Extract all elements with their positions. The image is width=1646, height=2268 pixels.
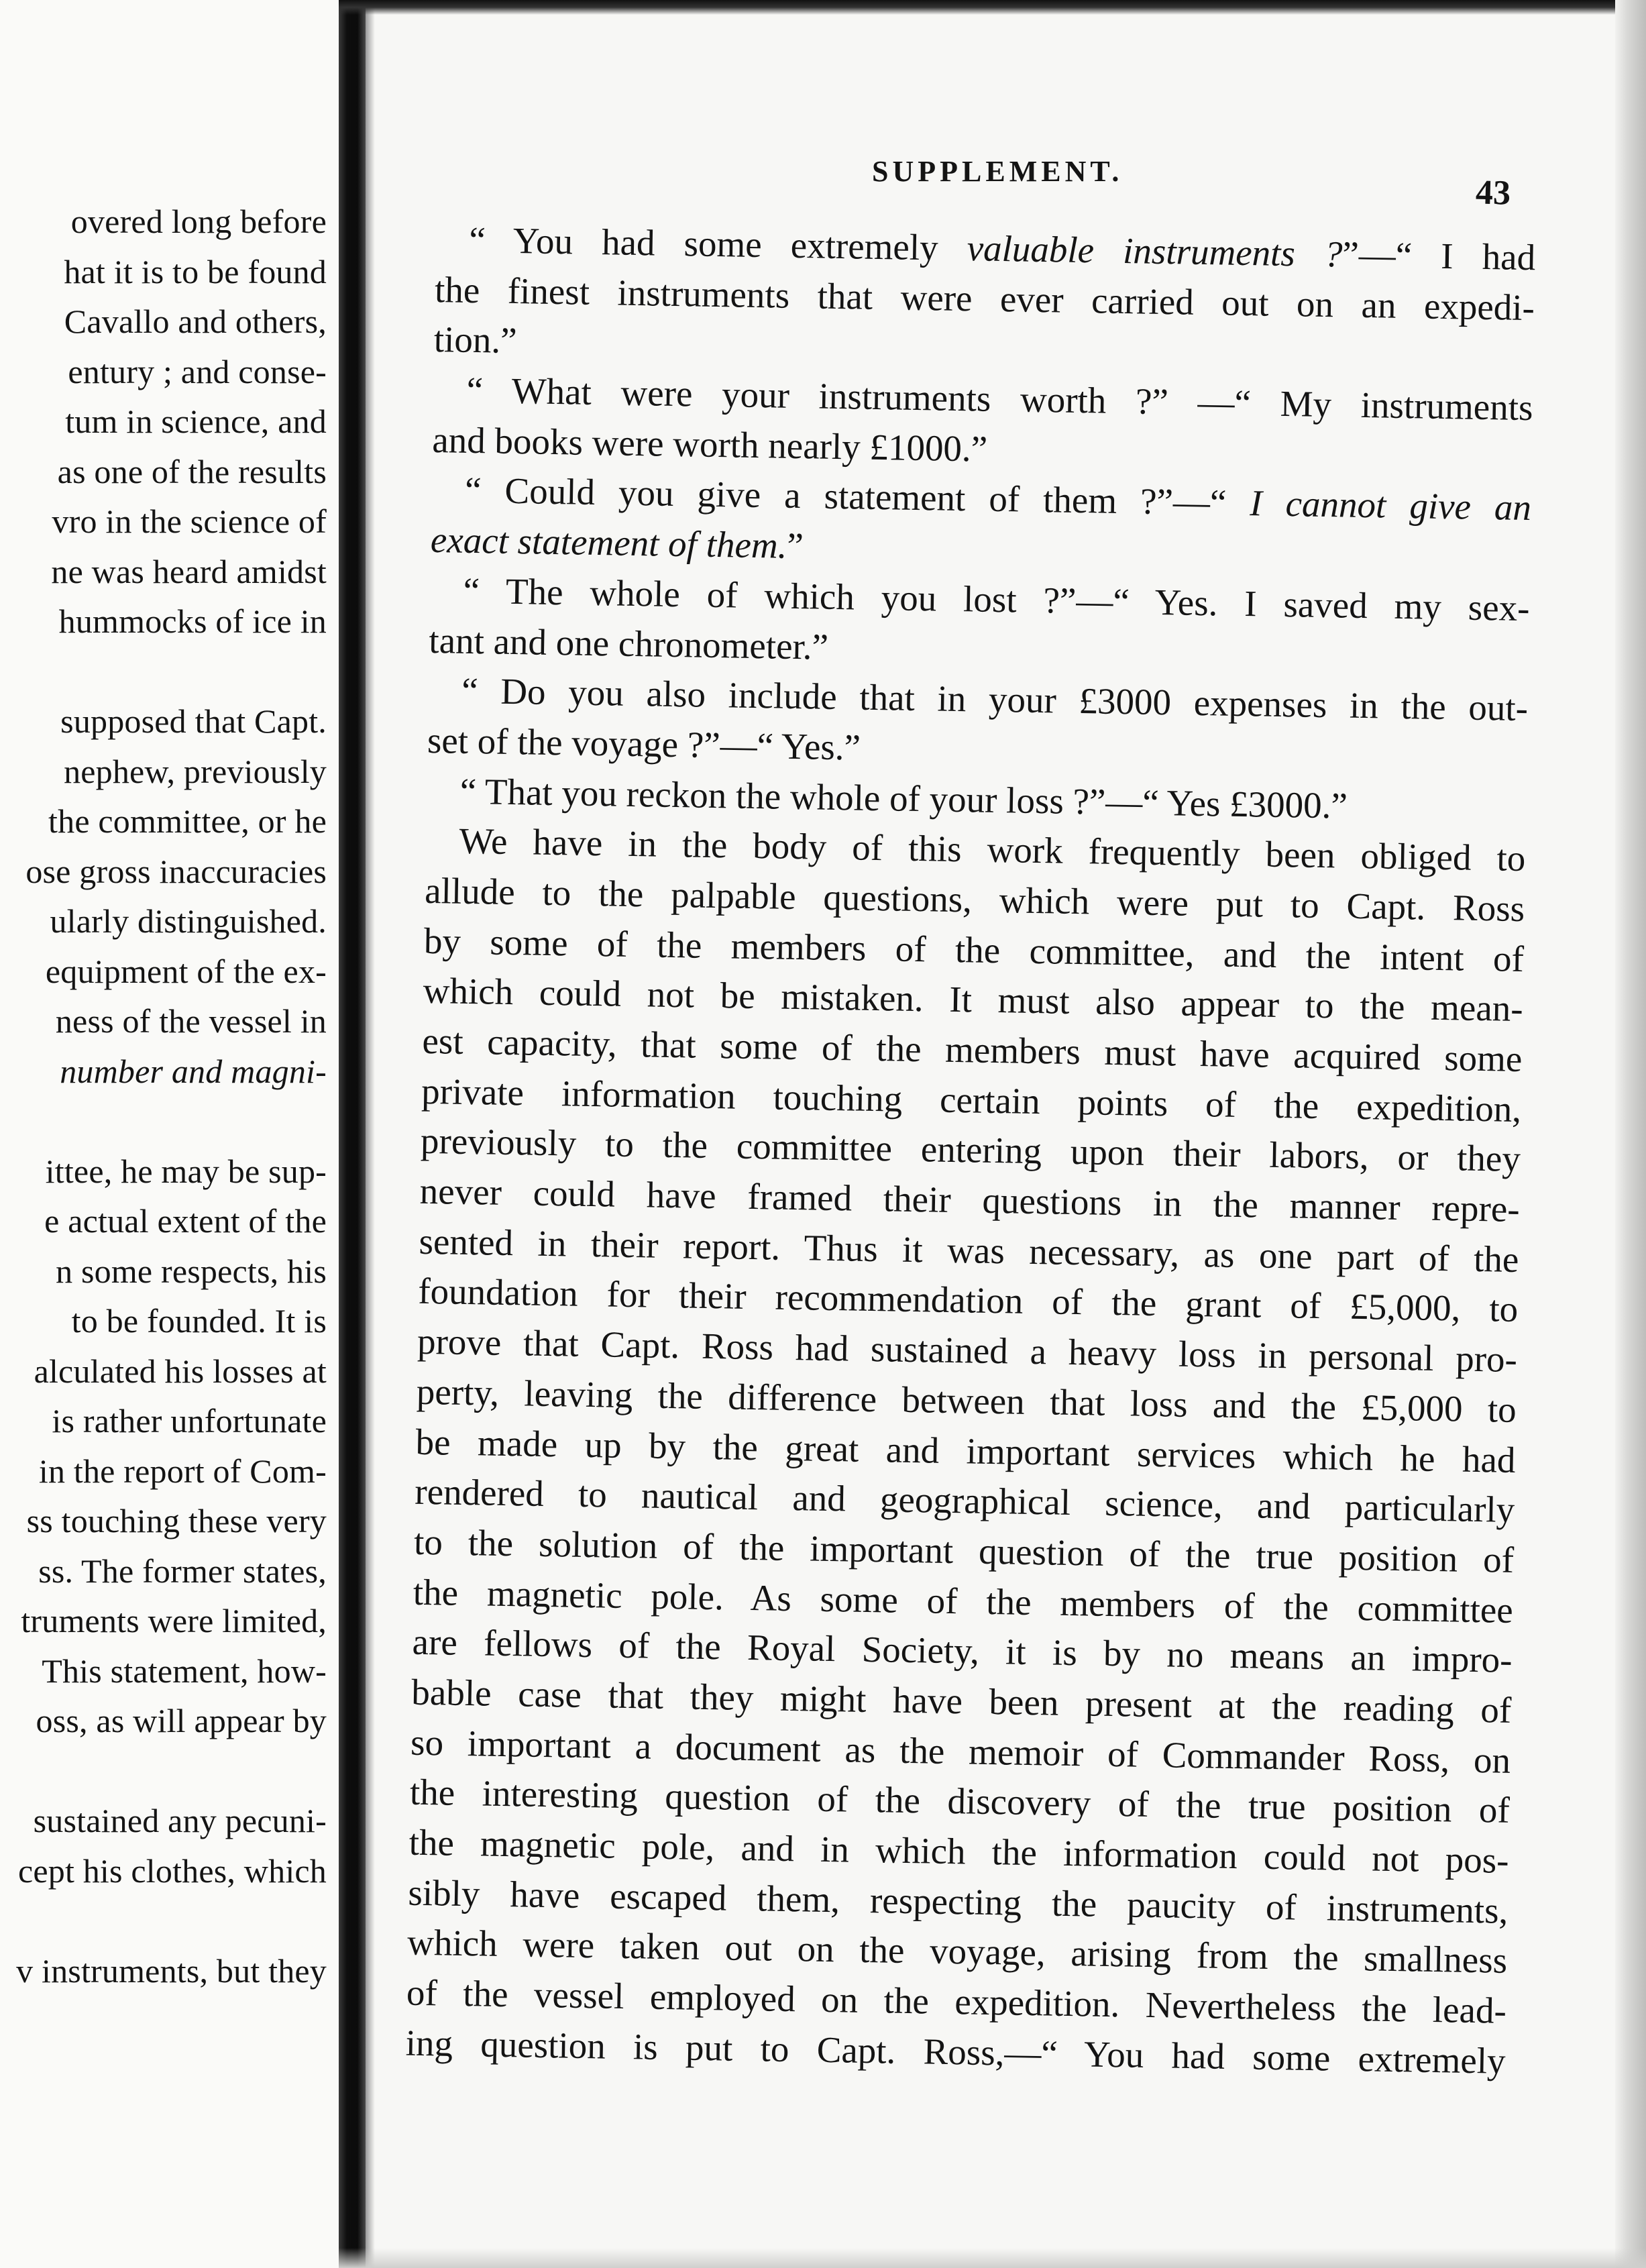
left-page-line: vro in the science of [52,502,327,540]
page-number: 43 [1475,173,1511,213]
text-run: “ You had some extremely [468,219,968,269]
book-gutter-shadow [339,0,366,2268]
left-page-line: ularly distinguished. [50,902,327,940]
text-run: which could not be mistaken. It must also appear to the mean- [423,970,1524,1030]
left-page-line: ss. The former states, [38,1552,327,1590]
text-run: tion.” [433,319,518,362]
text-run: of the vessel employed on the expedition. Nevertheless the lead- [406,1972,1507,2031]
text-run: sibly have escaped them, respecting the paucity of instruments, [408,1872,1508,1931]
text-run: the finest instruments that were ever carried out on an expedi- [434,268,1535,328]
main-page [376,0,1615,2268]
left-page-line: is rather unfortunate [52,1402,327,1440]
text-run: “ The whole of which you lost ?”—“ Yes. I saved my sex- [463,570,1531,629]
left-page-line: Cavallo and others, [64,303,327,340]
left-page-line: entury ; and conse- [68,352,327,390]
left-page-line: n some respects, his [56,1252,327,1290]
italic-text: valuable instruments ? [967,227,1343,275]
text-run: est capacity, that some of the members must have acquired some [422,1020,1523,1080]
left-page-line: overed long before [70,203,327,240]
text-run: perty, leaving the difference between that loss and the £5,000 to [416,1370,1517,1430]
gutter-fade [366,0,375,2268]
text-run: bable case that they might have been present at the reading of [410,1671,1512,1731]
text-run: never could have framed their questions in the manner repre- [419,1170,1521,1230]
left-page-line: in the report of Com- [38,1452,327,1490]
text-run: to the solution of the important question of the true position of [413,1521,1515,1580]
text-run: by some of the members of the committee, and the intent of [423,920,1525,979]
left-page-line: number and magni- [60,1052,327,1090]
left-page-fragment [0,0,339,2268]
text-run: “ Do you also include that in your £3000 expenses in the out- [461,669,1529,729]
left-page-line: the committee, or he [48,802,327,840]
text-run: tant and one chronometer.” [428,619,829,667]
text-run: “ Could you give a statement of them ?”—“ [464,470,1250,524]
text-run: are fellows of the Royal Society, it is by no means an impro- [412,1621,1513,1681]
text-run: which were taken out on the voyage, arising from the smallness [406,1922,1508,1982]
left-page-line: ittee, he may be sup- [45,1152,327,1190]
left-page-line: to be founded. It is [71,1302,327,1340]
left-page-line: nephew, previously [64,752,327,790]
left-page-line: cept his clothes, which [17,1851,327,1890]
left-page-line: truments were limited, [21,1602,327,1639]
text-run: be made up by the great and important services which he had [415,1421,1516,1480]
text-run: “ That you reckon the whole of your loss ?”—“ Yes £3000.” [459,770,1348,826]
left-page-line: e actual extent of the [44,1202,327,1240]
text-run: foundation for their recommendation of the grant of £5,000, to [417,1271,1519,1330]
text-run: sented in their report. Thus it was necessary, as one part of the [419,1220,1519,1280]
scan-right-edge [1615,0,1646,2268]
text-run: rendered to nautical and geographical science, and particularly [414,1470,1515,1531]
left-page-line: v instruments, but they [16,1951,327,1990]
text-run: We have in the body of this work frequently been obliged to [459,820,1526,879]
text-run: the interesting question of the discovery of the true position of [409,1771,1511,1831]
left-page-line: ss touching these very [26,1502,327,1540]
left-page-line: oss, as will appear by [36,1702,327,1739]
italic-text: I cannot give an [1249,482,1532,529]
text-run: and books were worth nearly £1000.” [431,419,988,470]
left-page-line: This statement, how- [42,1652,327,1690]
left-page-line: equipment of the ex- [45,952,327,990]
text-run: ” [786,525,804,567]
left-page-line: as one of the results [57,452,327,490]
text-run: so important a document as the memoir of Commander Ross, on [410,1721,1511,1781]
text-run: the magnetic pole, and in which the information could not pos- [408,1821,1510,1881]
text-run: prove that Capt. Ross had sustained a heavy loss in personal pro- [417,1320,1518,1381]
left-page-line: ne was heard amidst [51,552,327,590]
left-page-line: alculated his losses at [34,1352,327,1390]
left-page-line: ness of the vessel in [55,1002,327,1040]
left-page-line: hat it is to be found [64,252,327,290]
text-run: allude to the palpable questions, which were put to Capt. Ross [424,869,1525,929]
text-run: “ What were your instruments worth ?” —“ My instruments [466,369,1533,429]
left-page-line: ose gross inaccuracies [25,852,327,890]
text-run: private information touching certain points of the expedition, [421,1070,1522,1130]
text-run: the magnetic pole. As some of the members of the committee [413,1571,1514,1631]
running-head: SUPPLEMENT. [872,155,1123,188]
left-page-line: supposed that Capt. [60,702,327,740]
italic-text: exact statement of them. [430,519,787,566]
text-run: ”—“ I had [1341,233,1536,278]
body-text [405,215,1536,2086]
left-page-line: hummocks of ice in [58,602,327,640]
text-run: ing question is put to Capt. Ross,—“ You had some extremely [405,2022,1506,2082]
left-page-line: tum in science, and [65,402,327,440]
text-run: previously to the committee entering upon their labors, or they [420,1120,1521,1180]
left-page-line: sustained any pecuni- [33,1802,327,1839]
text-run: set of the voyage ?”—“ Yes.” [427,719,861,768]
